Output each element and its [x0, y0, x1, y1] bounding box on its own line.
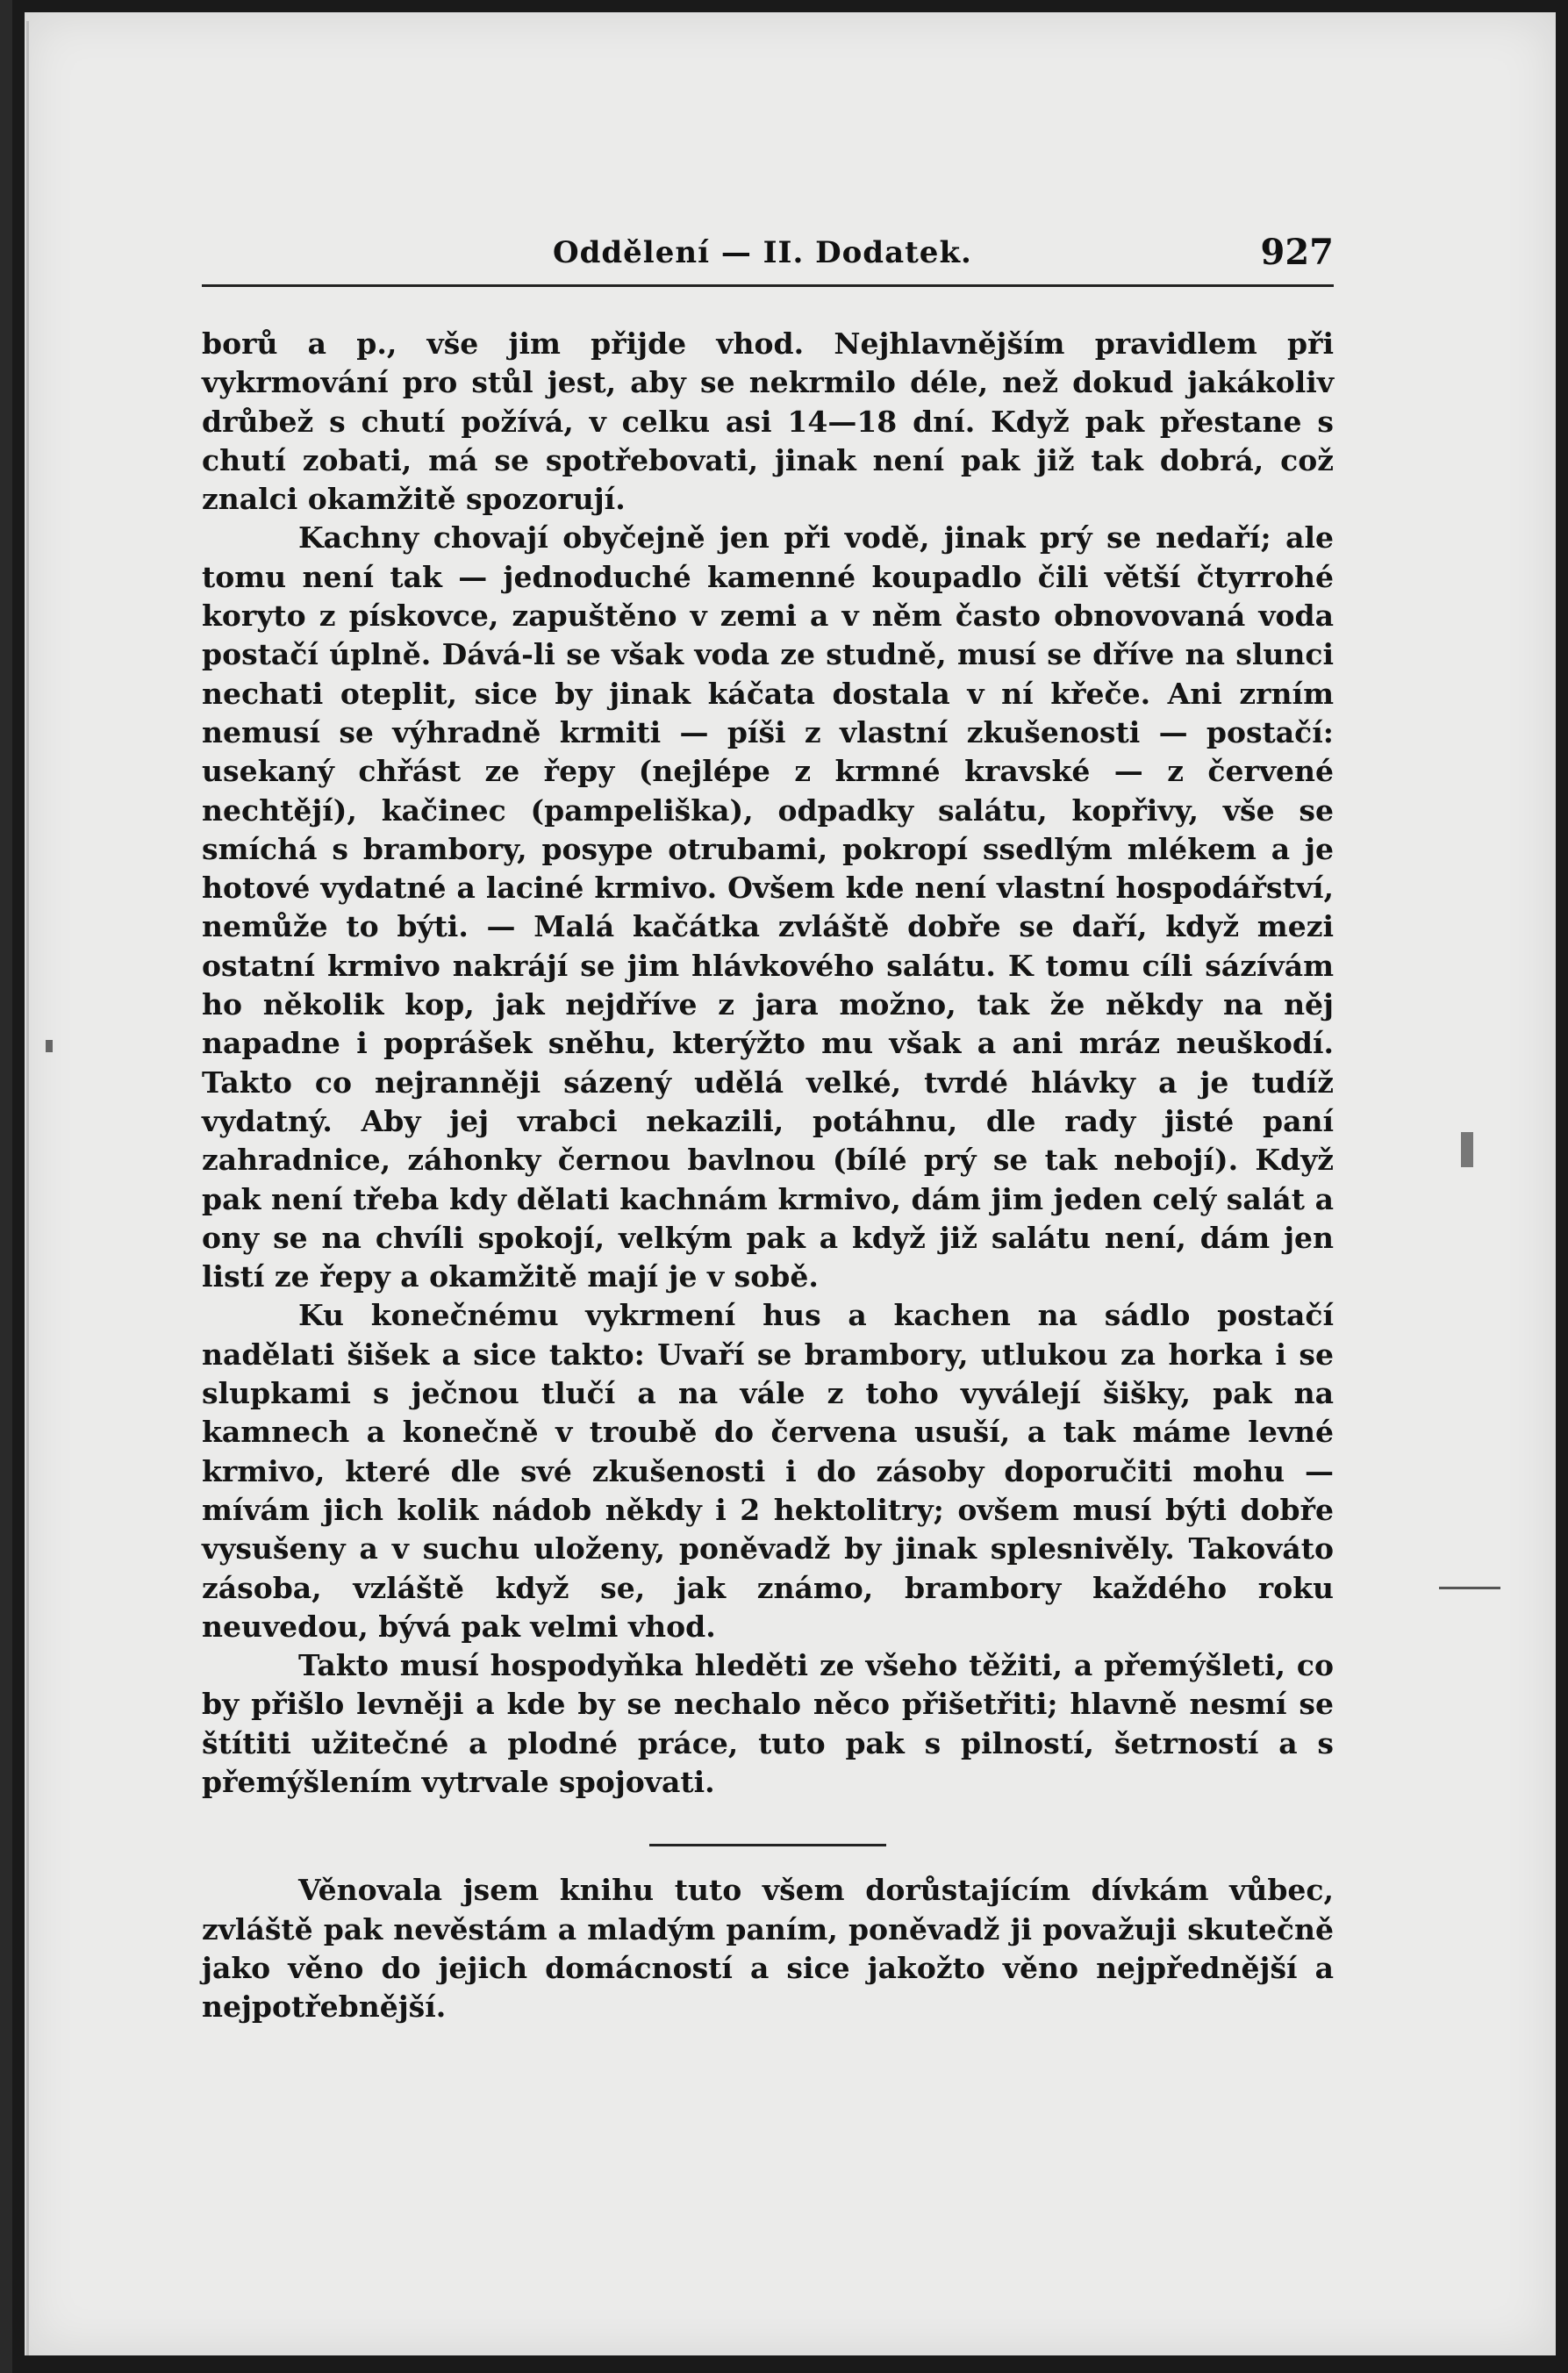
dedication-paragraph: Věnovala jsem knihu tuto všem dorůstajícím dívkám vůbec, zvláště pak nevěstám a mladým paním, poněvadž ji považuji skutečně jako věno do jejich domácností a sice jakožto věno nejpřednější a nejpotřebnější. — [202, 1873, 1334, 2025]
paragraph-2: Kachny chovají obyčejně jen při vodě, jinak prý se nedaří; ale tomu není tak — jednoduché kamenné koupadlo čili větší čtyrrohé koryto z pískovce, zapuštěno v zemi a v něm často obnovovaná voda postačí úplně. Dává-li se však voda ze studně, musí se dříve na slunci nechati oteplit, sice by jinak káčata dostala v ní křeče. Ani zrním nemusí se výhradně krmiti — píši z vlastní zkušenosti — postačí: usekaný chřást ze řepy (nejlépe z krmné kravské — z červené nechtějí), kačinec (pampeliška), odpadky salátu, kopřivy, vše se smíchá s brambory, posype otrubami, pokropí ssedlým mlékem a je hotové vydatné a laciné krmivo. Ovšem kde není vlastní hospodářství, nemůže to býti. — Malá kačátka zvláště dobře se daří, když mezi ostatní krmivo nakrájí se jim hlávkového salátu. K tomu cíli sázívám ho několik kop, jak nejdříve z jara možno, tak že někdy na něj napadne i poprášek sněhu, kterýžto mu však a ani mráz neuškodí. Takto co nejranněji sázený udělá velké, tvrdé hlávky a je tudíž vydatný. Aby jej vrabci nekazili, potáhnu, dle rady jisté paní zahradnice, záhonky černou bavlnou (bílé prý se tak nebojí). Když pak není třeba kdy dělati kachnám krmivo, dám jim jeden celý salát a ony se na chvíli spokojí, velkým pak a když již salátu není, dám jen listí ze řepy a okamžitě mají je v sobě. — [202, 520, 1334, 1294]
page-number: 927 — [1260, 232, 1334, 273]
page-header — [202, 232, 1334, 287]
margin-dash-mark-right — [1439, 1587, 1500, 1589]
margin-mark-left — [46, 1040, 53, 1052]
paragraph-4: Takto musí hospodyňka hleděti ze všeho těžiti, a přemýšleti, co by přišlo levněji a kde by se nechalo něco přišetřiti; hlavně nesmí se štítiti užitečné a plodné práce, tuto pak s pilností, šetrností a s přemýšlením vytrvale spojovati. — [202, 1648, 1334, 1799]
running-title: Oddělení — II. Dodatek. — [553, 235, 972, 270]
body-text — [202, 325, 1334, 2026]
page-gutter-line — [26, 21, 29, 2355]
book-spine-edge — [0, 0, 12, 2373]
paragraph-1: borů a p., vše jim přijde vhod. Nejhlavnějším pravidlem při vykrmování pro stůl jest, aby se nekrmilo déle, než dokud jakákoliv drůbež s chutí požívá, v celku asi 14—18 dní. Když pak přestane s chutí zobati, má se spotřebovati, jinak není pak již tak dobrá, což znalci okamžitě spozorují. — [202, 326, 1334, 517]
section-separator — [649, 1844, 886, 1846]
margin-mark-right — [1461, 1132, 1473, 1167]
paragraph-3: Ku konečnému vykrmení hus a kachen na sádlo postačí nadělati šišek a sice takto: Uvaří se brambory, utlukou za horka i se slupkami s ječnou tlučí a na vále z toho vyválejí šišky, pak na kamnech a konečně v troubě do červena usuší, a tak máme levné krmivo, které dle své zkušenosti i do zásoby doporučiti mohu — mívám jich kolik nádob někdy i 2 hektolitry; ovšem musí býti dobře vysušeny a v suchu uloženy, poněvadž by jinak splesnivěly. Takováto zásoba, vzláště když se, jak známo, brambory každého roku neuvedou, bývá pak velmi vhod. — [202, 1298, 1334, 1644]
